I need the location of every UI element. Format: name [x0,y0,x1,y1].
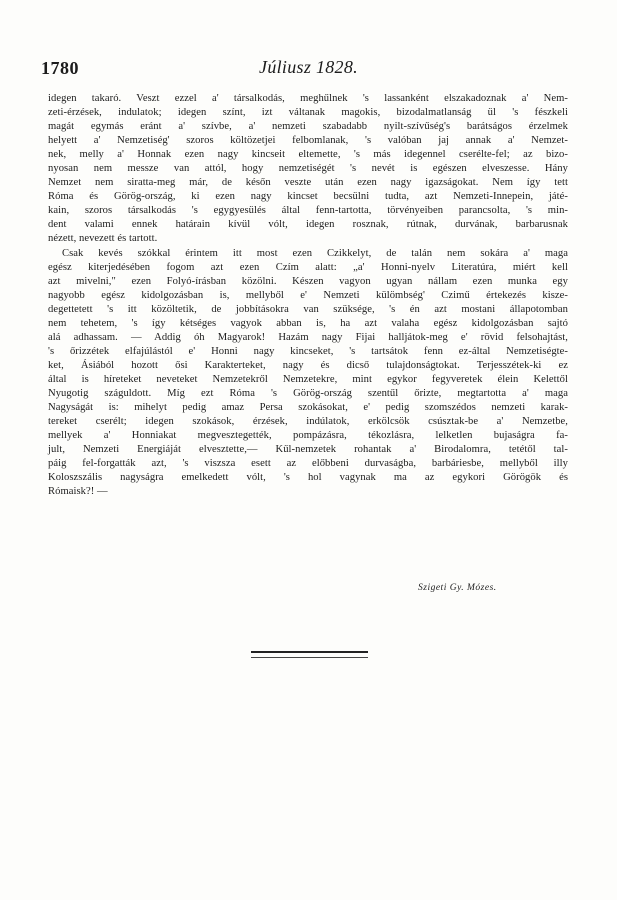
text-line: nem tehetem, 's így kétséges vagyok abban is, ha azt valaha egész kidolgozásban sajtó [48,318,568,329]
closing-rule [251,651,368,658]
text-line: azt mivelni," ezen Folyó-írásban közölni. Készen vagyon ugyan nállam ezen munka egy [48,276,568,287]
text-line: jult, Nemzeti Energiáját elvesztette,— Kűl-nemzetek rohantak a' Birodalomra, tetétől tal- [48,444,568,455]
text-line: Nagyságát is: mihelyt pedig amaz Persa szokásokat, e' pedig szomszédos nemzeti karak- [48,402,568,413]
text-line: mellyek a' Honniakat megvesztegették, pompázásra, tékozlásra, lelketlen bujaságra fa- [48,430,568,441]
text-line: degettetett 's itt közöltetik, de jobbításokra van szüksége, 's én azt mostani állapotomban [48,304,568,315]
text-line: nyosan nem messze van attól, hogy nemzetiségét 's nevét is egészen elveszesse. Hány [48,163,568,174]
paragraph-start-line: Csak kevés szókkal érintem itt most ezen Czikkelyt, de talán nem sokára a' maga [62,248,568,259]
text-line: kain, szoros társalkodás 's egygyesülés által fenn-tartotta, törvényeiben parancsolta, 's min- [48,205,568,216]
text-line: egész kiterjedésében fogom azt ezen Czím alatt: „a' Honni-nyelv Literatúra, miért kell [48,262,568,273]
text-line: tereket cserélt; idegen szokások, érzések, indúlatok, erkölcsök csúsztak-be a' Nemzetbe, [48,416,568,427]
page-number: 1780 [41,58,79,78]
author-signature: Szigeti Gy. Mózes. [418,583,497,593]
running-title: Júliusz 1828. [259,57,358,77]
text-line: Koloszszális nagyságra emelkedett vólt, 's hol vagynak ma az egykori Görögök és [48,472,568,483]
text-line: helyett a' Nemzetiség' szoros költözetjei felbomlanak, 's valóban jaj annak a' Nemzet- [48,135,568,146]
text-line: Róma és Görög-ország, ki ezen nagy kincset becsülni tudta, azt Nemzeti-Innepein, játé- [48,191,568,202]
text-line: dent valami ennek határain kívül vólt, idegen rosznak, rútnak, durvának, barbarusnak [48,219,568,230]
text-line: nézett, nevezett és tartott. [48,233,158,244]
text-line: nagyobb egész kidolgozásban is, mellyből e' Nemzeti külömbség' Czimű értekezés kisze- [48,290,568,301]
text-line: alá adhassam. — Addig óh Magyarok! Hazám nagy Fijai halljátok-meg e' rövid felsohajtást, [48,332,568,343]
text-line: idegen takaró. Veszt ezzel a' társalkodás, meghűlnek 's lassanként elszakadoznak a' Nem- [48,93,568,104]
text-line: által is híreteket neveteket Nemzetekről Nemzetekre, mint egykor fegyveretek élein Kelettől [48,374,568,385]
text-line: nek, melly a' Honnak ezen nagy kincseit eltemette, 's más idegennel cseréltе-fel; az bizo- [48,149,568,160]
text-line: magát egymás eránt a' szívbe, a' nemzeti szabadabb nyilt-szívűség's barátságos érzelmek [48,121,568,132]
text-line: Nyugotig száguldott. Míg ezt Róma 's Görög-ország szentűl őrizte, megtartotta a' maga [48,388,568,399]
text-line: zeti-érzések, indulatok; idegen színt, izt váltanak magokis, bizodalmatlanság ül 's fészkeli [48,107,568,118]
text-line: páig fel-forgatták azt, 's viszsza esett az előbbeni durvaságba, barbáriesbe, mellyből illy [48,458,568,469]
text-line: ket, Ásiából hozott ősi Karakterteket, nagy és dicső tulajdonságtokat. Terjesszétek-ki ez [48,360,568,371]
text-line: 's őrizzétek elfajúlástól e' Honni nagy kincseket, 's tartsátok fenn ez-által Nemzetiségte- [48,346,568,357]
text-line: Nemzet nem siratta-meg már, de későn veszte után ezen nagy igazságokat. Nem így tett [48,177,568,188]
text-line: Rómaisk?! — [48,486,108,497]
